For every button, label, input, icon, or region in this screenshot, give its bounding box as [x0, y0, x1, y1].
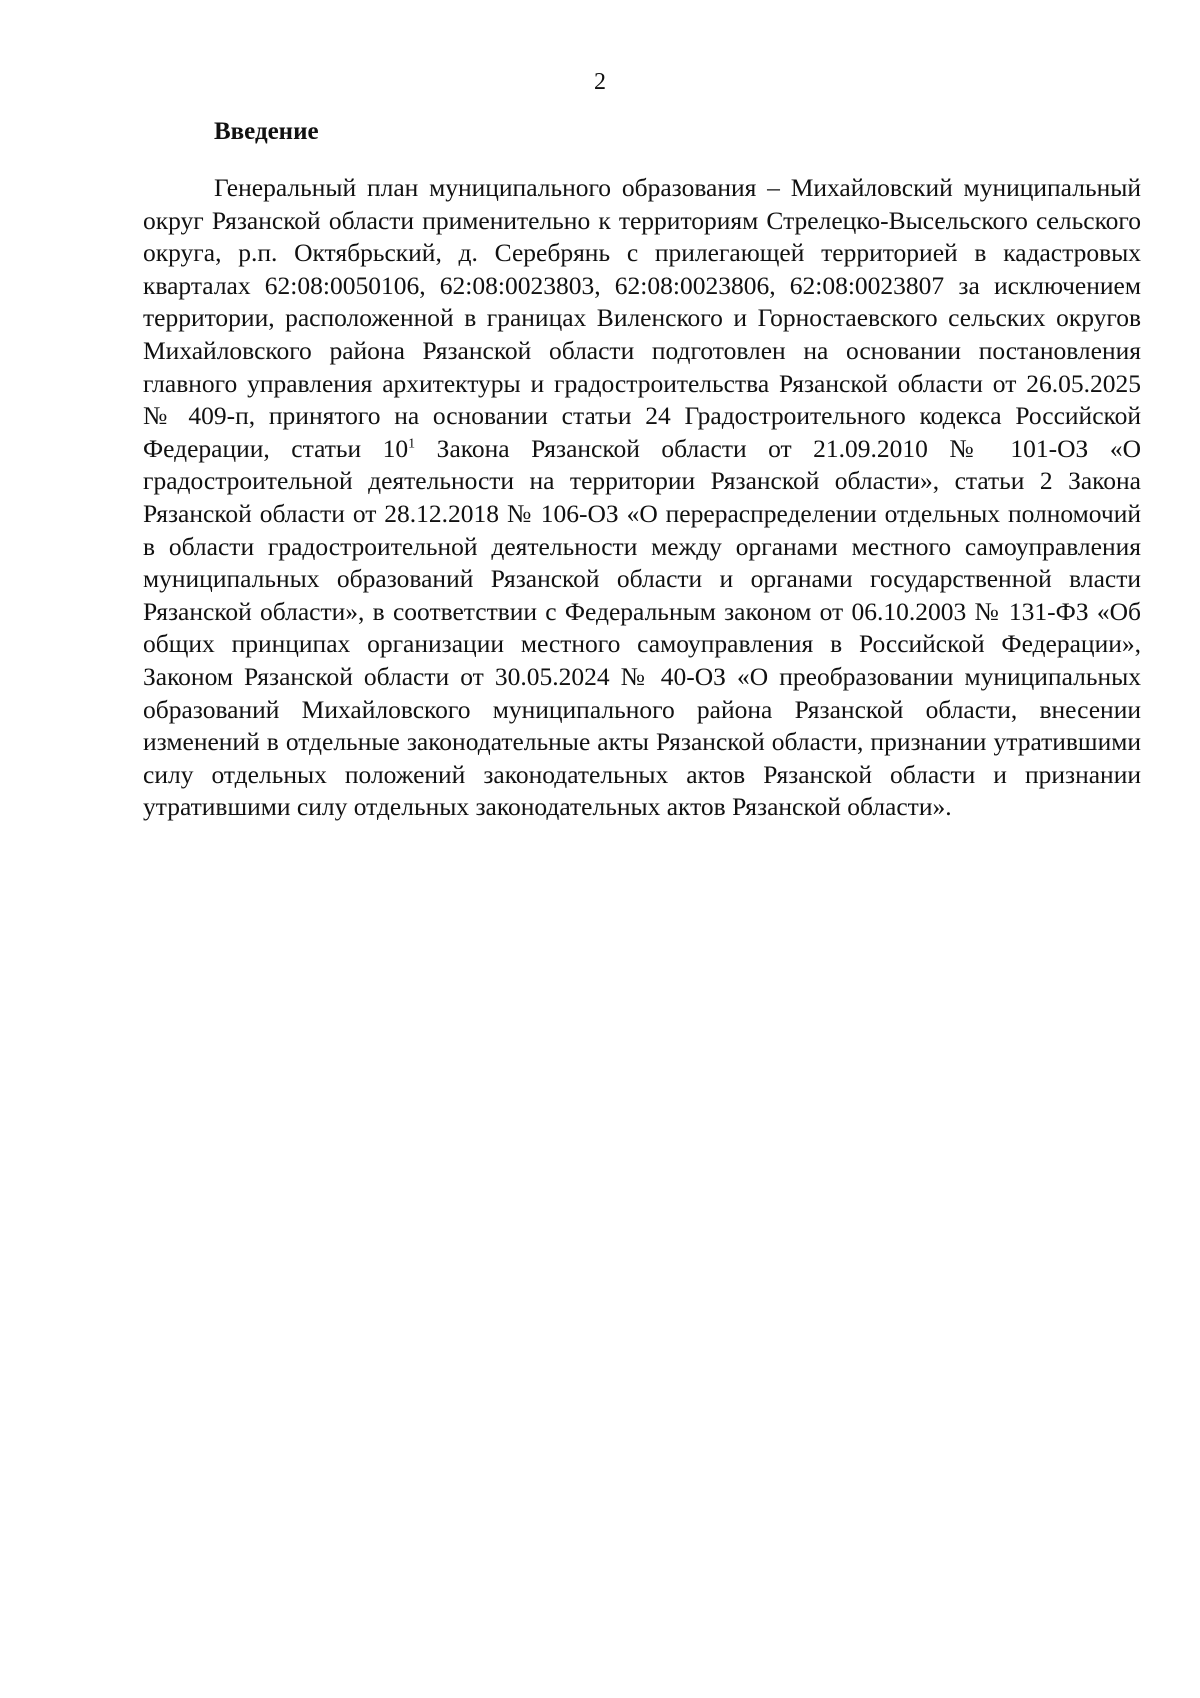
paragraph-text-part-1: Генеральный план муниципального образования – Михайловский муниципальный округ Рязанской области применительно к территориям Стрелецко-Высельского сельского округа, р.п. Октябрьский, д. Серебрянь с прилегающей территорией в кадастровых кварталах 62:08:0050106, 62:08:0023803, 62:08:0023806, 62:08:0023807 за исключением территории, расположенной в границах Виленского и Горностаевского сельских округов Михайловского района Рязанской области подготовлен на основании постановления главного управления архитектуры и градостроительства Рязанской области от 26.05.2025 № 409-п, принятого на основании статьи 24 Градостроительного кодекса Российской Федерации, статьи 10	[143, 173, 1141, 463]
section-heading: Введение	[214, 118, 319, 145]
paragraph-text-part-2: Закона Рязанской области от 21.09.2010 № 101-ОЗ «О градостроительной деятельности на территории Рязанской области», статьи 2 Закона Рязанской области от 28.12.2018 № 106-ОЗ «О перераспределении отдельных полномочий в области градостроительной деятельности между органами местного самоуправления муниципальных образований Рязанской области и органами государственной власти Рязанской области», в соответствии с Федеральным законом от 06.10.2003 № 131-ФЗ «Об общих принципах организации местного самоуправления в Российской Федерации», Законом Рязанской области от 30.05.2024 № 40-ОЗ «О преобразовании муниципальных образований Михайловского муниципального района Рязанской области, внесении изменений в отдельные законодательные акты Рязанской области, признании утратившими силу отдельных положений законодательных актов Рязанской области и признании утратившими силу отдельных законодательных актов Рязанской области».	[143, 433, 1141, 822]
body-paragraph	[143, 172, 1141, 824]
article-superscript: 1	[408, 436, 416, 452]
page-number: 2	[594, 69, 606, 95]
